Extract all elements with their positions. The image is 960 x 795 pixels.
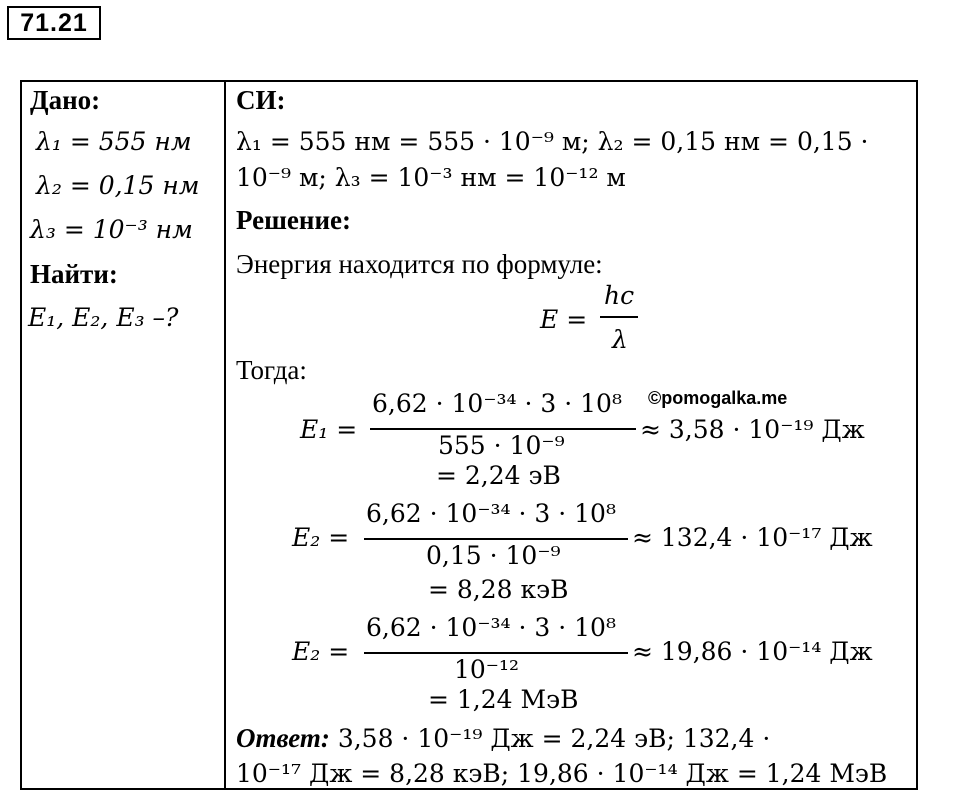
watermark: ©pomogalka.me <box>648 388 788 408</box>
eq1-lhs: E₁ = <box>300 415 358 444</box>
eq1-denominator: 555 · 10⁻⁹ <box>438 431 565 460</box>
formula-lhs: E = <box>540 305 588 334</box>
si-line2: 10⁻⁹ м; λ₃ = 10⁻³ нм = 10⁻¹² м <box>236 163 626 192</box>
eq1-conversion: = 2,24 эВ <box>436 461 561 490</box>
eq3-lhs: E₂ = <box>292 637 350 666</box>
given-lambda2: λ₂ = 0,15 нм <box>36 171 200 200</box>
answer-text1: 3,58 · 10⁻¹⁹ Дж = 2,24 эВ; 132,4 · <box>337 724 771 753</box>
eq2-denominator: 0,15 · 10⁻⁹ <box>426 541 561 570</box>
eq3-denominator: 10⁻¹² <box>454 655 520 684</box>
eq3-result: ≈ 19,86 · 10⁻¹⁴ Дж <box>632 637 873 666</box>
problem-number: 71.21 <box>7 6 101 40</box>
eq2-result: ≈ 132,4 · 10⁻¹⁷ Дж <box>632 523 873 552</box>
column-divider <box>224 80 226 790</box>
eq3-numerator: 6,62 · 10⁻³⁴ · 3 · 10⁸ <box>366 613 616 642</box>
eq2-conversion: = 8,28 кэВ <box>428 575 569 604</box>
formula-denominator: λ <box>612 325 628 354</box>
then-label: Тогда: <box>236 355 307 385</box>
given-lambda1: λ₁ = 555 нм <box>36 127 192 156</box>
eq2-lhs: E₂ = <box>292 523 350 552</box>
si-line1: λ₁ = 555 нм = 555 · 10⁻⁹ м; λ₂ = 0,15 нм = 0,15 · <box>236 127 869 156</box>
find-heading: Найти: <box>30 259 118 289</box>
given-heading: Дано: <box>30 85 101 115</box>
solution-intro: Энергия находится по формуле: <box>236 249 603 279</box>
solution-heading: Решение: <box>236 205 351 235</box>
formula-fraction-line <box>600 316 638 318</box>
eq1-result: ≈ 3,58 · 10⁻¹⁹ Дж <box>640 415 865 444</box>
given-lambda3: λ₃ = 10⁻³ нм <box>30 215 193 244</box>
answer-line1 <box>236 722 770 755</box>
answer-label: Ответ: <box>236 723 330 753</box>
find-values: E₁, E₂, E₃ –? <box>28 303 179 332</box>
eq1-numerator: 6,62 · 10⁻³⁴ · 3 · 10⁸ <box>372 389 622 418</box>
answer-line2: 10⁻¹⁷ Дж = 8,28 кэВ; 19,86 · 10⁻¹⁴ Дж = 1,24 МэВ <box>236 759 888 788</box>
eq2-numerator: 6,62 · 10⁻³⁴ · 3 · 10⁸ <box>366 499 616 528</box>
eq3-conversion: = 1,24 МэВ <box>428 685 579 714</box>
si-heading: СИ: <box>236 85 286 115</box>
formula-numerator: hc <box>604 281 635 310</box>
